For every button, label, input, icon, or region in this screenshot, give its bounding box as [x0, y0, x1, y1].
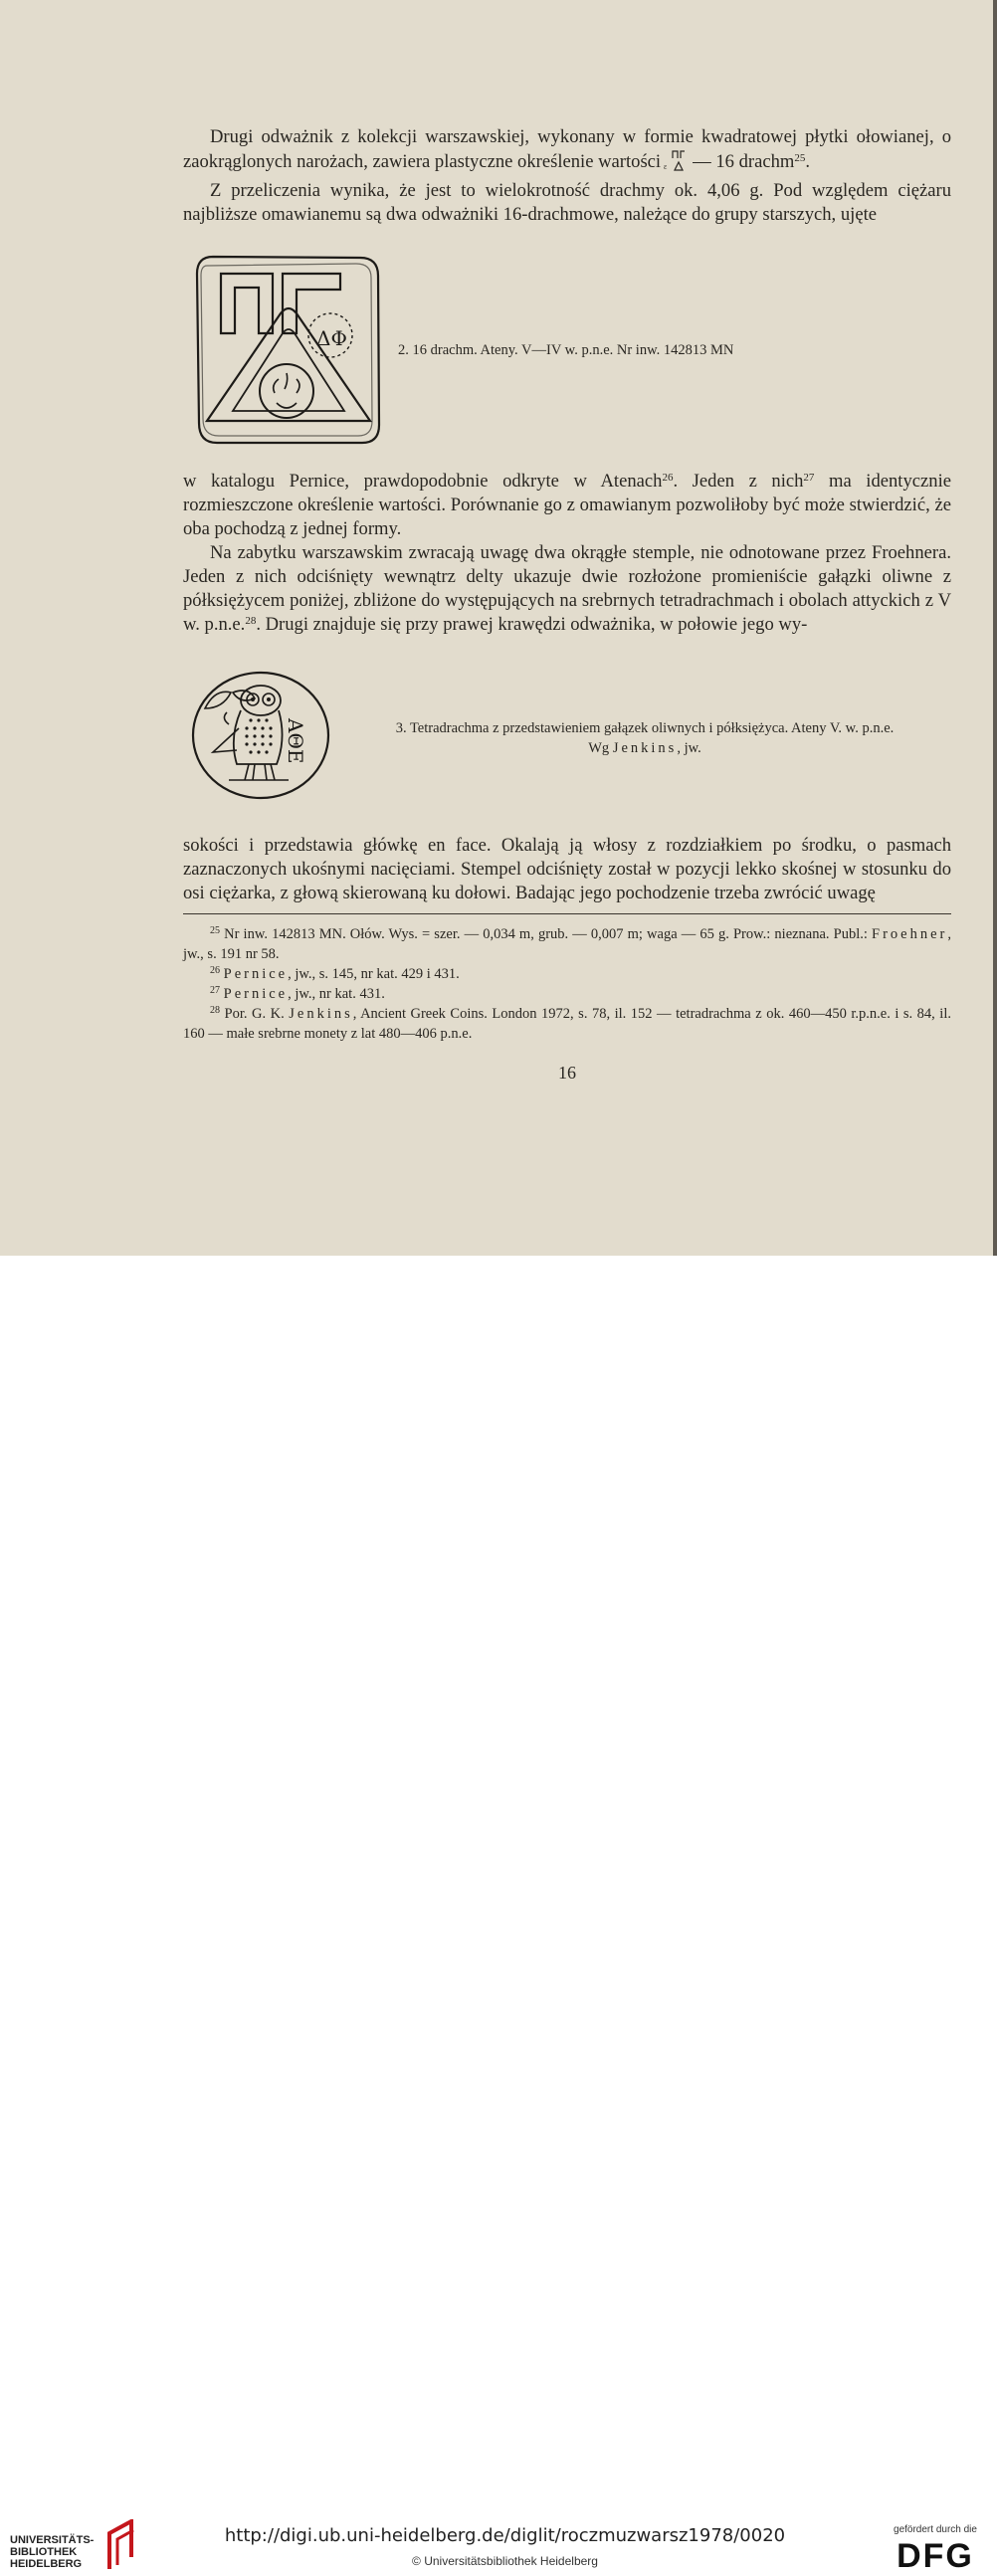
footnote-divider: [183, 913, 951, 914]
figure-3-coin-drawing: [189, 669, 333, 803]
footnote-28: $^{28}$ Por. G. K. Jenkins, Ancient Greek Coins. London 1972, s. 78, il. 152 — tetradrachma z ok. 460—450 r.p.n.e. i s. 84, il. 160 — małe srebrne monety z lat 480—406 p.n.e.: [183, 1005, 951, 1042]
dfg-logo: DFG: [897, 2537, 974, 2575]
library-logo-icon: [103, 2519, 137, 2571]
svg-text:ΔΦ: ΔΦ: [316, 326, 347, 350]
figure-2-caption: 2. 16 drachm. Ateny. V—IV w. p.n.e. Nr inw. 142813 MN: [398, 342, 734, 358]
head-stamp-icon: [308, 313, 352, 357]
figure-3-caption: 3. Tetradrachma z przedstawieniem gałązek oliwnych i półksiężyca. Ateny V. w. p.n.e. Wg Jenkins, jw.: [395, 720, 895, 756]
copyright-text: © Universitätsbibliothek Heidelberg: [412, 2554, 598, 2568]
olive-sprig-stamp-icon: [260, 364, 313, 418]
funding-label: gefördert durch die: [894, 2524, 977, 2535]
figure-2-weight-drawing: [193, 254, 384, 448]
paragraph-2: Z przeliczenia wynika, że jest to wielokrotność drachmy ok. 4,06 g. Pod względem ciężaru najbliższe omawianemu są dwa odważniki 16-drachmowe, należące do grupy starszych, ujęte: [183, 180, 951, 225]
footnote-26: $^{26}$ Pernice, jw., s. 145, nr kat. 429 i 431.: [210, 965, 460, 982]
page-edge: [993, 0, 997, 1256]
svg-text:ε: ε: [664, 162, 668, 171]
document-url-link[interactable]: http://digi.ub.uni-heidelberg.de/diglit/roczmuzwarsz1978/0020: [224, 2525, 786, 2546]
paragraph-4: Na zabytku warszawskim zwracają uwagę dwa okrągłe stemple, nie odnotowane przez Froehnera. Jeden z nich odciśnięty wewnątrz delty ukazuje dwie rozłożone promieniście gałązki oliwne z półksiężycem poniżej, zbliżone do występujących na srebrnych tetradrachmach i obolach attyckich z V w. p.n.e.$^{28}$. Drugi znajduje się przy prawej krawędzi odważnika, w połowie jego wy-: [183, 542, 951, 635]
library-name: UNIVERSITÄTS- BIBLIOTHEK HEIDELBERG: [10, 2534, 95, 2570]
footnote-25: $^{25}$ Nr inw. 142813 MN. Ołów. Wys. = szer. — 0,034 m, grub. — 0,007 m; waga — 65 g. Prow.: nieznana. Publ.: Froehner, jw., s. 191 nr 58.: [183, 925, 951, 962]
footer-bar: [0, 1256, 997, 2575]
paragraph-1: Drugi odważnik z kolekcji warszawskiej, wykonany w formie kwadratowej płytki ołowianej, o zaokrąglonych narożach, zawiera plastyczne określenie wartości ε — 16 drachm$^{25}$.: [183, 126, 951, 172]
page-number: 16: [558, 1063, 576, 1083]
paragraph-5: sokości i przedstawia główkę en face. Okalają ją włosy z rozdziałkiem po środku, o pasmach zaznaczonych ukośnymi nacięciami. Stempel odciśnięty został w pozycji lekko skośnej w stosunku do osi ciężarka, z głową skierowaną ku dołowi. Badając jego pochodzenie trzeba zwrócić uwagę: [183, 835, 951, 903]
value-notation-icon: [664, 149, 690, 171]
scanned-page: [0, 0, 997, 1256]
pi-glyph-icon: [221, 274, 273, 333]
paragraph-3: w katalogu Pernice, prawdopodobnie odkryte w Atenach$^{26}$. Jeden z nich$^{27}$ ma identycznie rozmieszczone określenie wartości. Porównanie go z omawianym pozwoliłoby być może stwierdzić, że oba pochodzą z jednej formy.: [183, 471, 951, 539]
coin-legend: ΑΘΕ: [284, 718, 307, 764]
footnote-27: $^{27}$ Pernice, jw., nr kat. 431.: [210, 985, 385, 1002]
